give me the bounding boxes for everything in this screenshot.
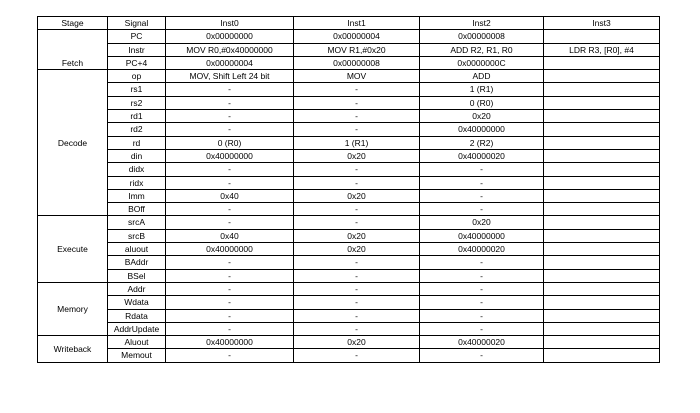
inst2-cell: 0x40000000 <box>420 229 544 242</box>
table-row <box>38 176 660 189</box>
table-row <box>38 229 660 242</box>
table-row <box>38 96 660 109</box>
inst0-cell: - <box>166 83 294 96</box>
table-row <box>38 256 660 269</box>
header-inst2: Inst2 <box>420 17 544 30</box>
inst1-cell: 0x20 <box>294 189 420 202</box>
inst3-cell <box>544 256 660 269</box>
inst2-cell: - <box>420 296 544 309</box>
inst1-cell: 0x20 <box>294 149 420 162</box>
inst1-cell: MOV <box>294 70 420 83</box>
stage-cell: Execute <box>38 216 108 282</box>
inst2-cell: ADD <box>420 70 544 83</box>
signal-cell: Wdata <box>108 296 166 309</box>
header-inst1: Inst1 <box>294 17 420 30</box>
inst3-cell <box>544 269 660 282</box>
inst1-cell: - <box>294 282 420 295</box>
inst1-cell: - <box>294 203 420 216</box>
table-row <box>38 110 660 123</box>
table-row <box>38 70 660 83</box>
header-row <box>38 17 660 30</box>
inst0-cell: - <box>166 96 294 109</box>
signal-cell: Imm <box>108 189 166 202</box>
table-row <box>38 336 660 349</box>
table-row <box>38 296 660 309</box>
inst3-cell <box>544 123 660 136</box>
inst3-cell <box>544 322 660 335</box>
signal-cell: Addr <box>108 282 166 295</box>
pipeline-table-container <box>37 16 660 363</box>
inst3-cell <box>544 83 660 96</box>
inst1-cell: 0x00000004 <box>294 30 420 43</box>
inst3-cell <box>544 203 660 216</box>
inst3-cell <box>544 189 660 202</box>
signal-cell: Memout <box>108 349 166 362</box>
inst2-cell: - <box>420 269 544 282</box>
inst1-cell: - <box>294 256 420 269</box>
signal-cell: didx <box>108 163 166 176</box>
signal-cell: Aluout <box>108 336 166 349</box>
inst1-cell: 1 (R1) <box>294 136 420 149</box>
table-row <box>38 269 660 282</box>
table-row <box>38 123 660 136</box>
inst0-cell: - <box>166 296 294 309</box>
inst1-cell: - <box>294 96 420 109</box>
header-inst3: Inst3 <box>544 17 660 30</box>
inst0-cell: 0x00000004 <box>166 56 294 69</box>
signal-cell: Instr <box>108 43 166 56</box>
table-row <box>38 322 660 335</box>
table-row <box>38 56 660 69</box>
inst0-cell: - <box>166 256 294 269</box>
inst3-cell <box>544 176 660 189</box>
pipeline-table-body <box>38 30 660 362</box>
inst0-cell: - <box>166 349 294 362</box>
inst2-cell: - <box>420 256 544 269</box>
inst3-cell <box>544 163 660 176</box>
signal-cell: BAddr <box>108 256 166 269</box>
inst0-cell: 0x40 <box>166 229 294 242</box>
inst2-cell: 0x40000020 <box>420 243 544 256</box>
inst2-cell: - <box>420 163 544 176</box>
inst2-cell: - <box>420 189 544 202</box>
signal-cell: PC+4 <box>108 56 166 69</box>
inst1-cell: 0x00000008 <box>294 56 420 69</box>
inst0-cell: - <box>166 216 294 229</box>
inst0-cell: - <box>166 282 294 295</box>
inst0-cell: - <box>166 123 294 136</box>
signal-cell: Rdata <box>108 309 166 322</box>
inst0-cell: MOV R0,#0x40000000 <box>166 43 294 56</box>
inst3-cell <box>544 56 660 69</box>
table-row <box>38 282 660 295</box>
inst2-cell: ADD R2, R1, R0 <box>420 43 544 56</box>
table-row <box>38 349 660 362</box>
inst1-cell: - <box>294 83 420 96</box>
inst0-cell: - <box>166 309 294 322</box>
inst2-cell: 0x40000020 <box>420 336 544 349</box>
table-row <box>38 83 660 96</box>
stage-cell: Fetch <box>38 30 108 70</box>
inst1-cell: 0x20 <box>294 336 420 349</box>
inst0-cell: 0x00000000 <box>166 30 294 43</box>
inst0-cell: 0x40000000 <box>166 336 294 349</box>
inst3-cell <box>544 149 660 162</box>
inst1-cell: - <box>294 110 420 123</box>
table-row <box>38 136 660 149</box>
inst3-cell <box>544 30 660 43</box>
table-row <box>38 309 660 322</box>
table-row <box>38 203 660 216</box>
signal-cell: aluout <box>108 243 166 256</box>
signal-cell: rs1 <box>108 83 166 96</box>
inst2-cell: 1 (R1) <box>420 83 544 96</box>
inst3-cell <box>544 229 660 242</box>
inst2-cell: - <box>420 349 544 362</box>
inst0-cell: 0x40000000 <box>166 243 294 256</box>
signal-cell: rs2 <box>108 96 166 109</box>
signal-cell: srcA <box>108 216 166 229</box>
inst0-cell: - <box>166 176 294 189</box>
inst1-cell: 0x20 <box>294 243 420 256</box>
inst2-cell: 0x40000000 <box>420 123 544 136</box>
inst1-cell: - <box>294 216 420 229</box>
inst3-cell <box>544 349 660 362</box>
table-row <box>38 149 660 162</box>
signal-cell: rd1 <box>108 110 166 123</box>
inst1-cell: - <box>294 123 420 136</box>
inst2-cell: 0x0000000C <box>420 56 544 69</box>
inst1-cell: - <box>294 322 420 335</box>
signal-cell: AddrUpdate <box>108 322 166 335</box>
stage-cell: Memory <box>38 282 108 335</box>
inst0-cell: - <box>166 322 294 335</box>
inst2-cell: 0 (R0) <box>420 96 544 109</box>
table-row <box>38 43 660 56</box>
inst3-cell <box>544 309 660 322</box>
table-row <box>38 163 660 176</box>
inst1-cell: - <box>294 296 420 309</box>
signal-cell: PC <box>108 30 166 43</box>
header-signal: Signal <box>108 17 166 30</box>
signal-cell: rd <box>108 136 166 149</box>
inst1-cell: - <box>294 176 420 189</box>
inst3-cell <box>544 336 660 349</box>
table-row <box>38 30 660 43</box>
inst3-cell <box>544 296 660 309</box>
stage-cell: Decode <box>38 70 108 216</box>
inst0-cell: - <box>166 269 294 282</box>
inst3-cell <box>544 282 660 295</box>
inst0-cell: 0 (R0) <box>166 136 294 149</box>
inst2-cell: - <box>420 309 544 322</box>
inst0-cell: - <box>166 163 294 176</box>
inst2-cell: 0x20 <box>420 110 544 123</box>
header-inst0: Inst0 <box>166 17 294 30</box>
inst2-cell: - <box>420 176 544 189</box>
stage-cell: Writeback <box>38 336 108 363</box>
inst1-cell: - <box>294 269 420 282</box>
signal-cell: BSel <box>108 269 166 282</box>
inst3-cell <box>544 216 660 229</box>
signal-cell: op <box>108 70 166 83</box>
inst2-cell: 0x00000008 <box>420 30 544 43</box>
inst3-cell <box>544 110 660 123</box>
table-row <box>38 189 660 202</box>
pipeline-table <box>37 16 660 363</box>
signal-cell: BOff <box>108 203 166 216</box>
inst2-cell: 0x20 <box>420 216 544 229</box>
signal-cell: srcB <box>108 229 166 242</box>
signal-cell: rd2 <box>108 123 166 136</box>
header-stage: Stage <box>38 17 108 30</box>
inst2-cell: - <box>420 203 544 216</box>
inst3-cell <box>544 136 660 149</box>
inst0-cell: 0x40000000 <box>166 149 294 162</box>
inst2-cell: 0x40000020 <box>420 149 544 162</box>
inst0-cell: MOV, Shift Left 24 bit <box>166 70 294 83</box>
table-row <box>38 216 660 229</box>
inst3-cell <box>544 243 660 256</box>
inst2-cell: - <box>420 322 544 335</box>
inst3-cell <box>544 96 660 109</box>
inst2-cell: - <box>420 282 544 295</box>
inst3-cell: LDR R3, [R0], #4 <box>544 43 660 56</box>
inst1-cell: - <box>294 163 420 176</box>
inst1-cell: MOV R1,#0x20 <box>294 43 420 56</box>
table-row <box>38 243 660 256</box>
inst0-cell: - <box>166 110 294 123</box>
signal-cell: din <box>108 149 166 162</box>
inst1-cell: 0x20 <box>294 229 420 242</box>
signal-cell: ridx <box>108 176 166 189</box>
inst1-cell: - <box>294 309 420 322</box>
inst3-cell <box>544 70 660 83</box>
inst0-cell: 0x40 <box>166 189 294 202</box>
inst0-cell: - <box>166 203 294 216</box>
inst1-cell: - <box>294 349 420 362</box>
inst2-cell: 2 (R2) <box>420 136 544 149</box>
